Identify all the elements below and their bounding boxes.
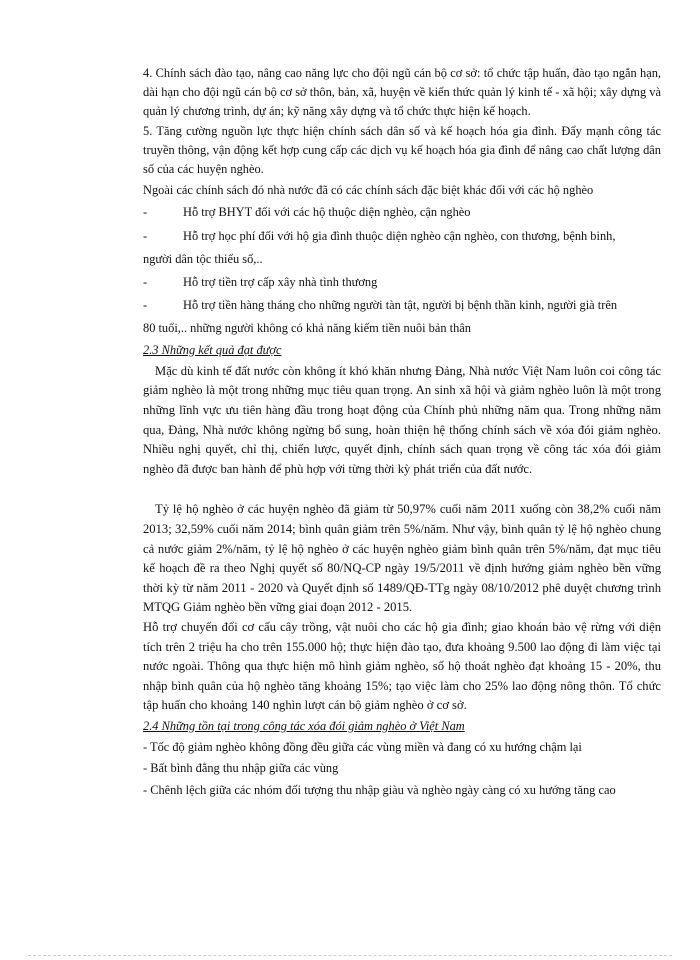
- issue-item: - Bất bình đẳng thu nhập giữa các vùng: [143, 761, 339, 776]
- special-policies-intro: Ngoài các chính sách đó nhà nước đã có các chính sách đặc biệt khác đối với các hộ nghèo: [143, 183, 594, 198]
- section-heading-2-3: 2.3 Những kết quả đạt được: [143, 342, 282, 357]
- policy-paragraph-5: 5. Tăng cường nguồn lực thực hiện chính sách dân số và kế hoạch hóa gia đình. Đẩy mạnh công tác truyền thông, vận động kết hợp cung cấp các dịch vụ kế hoạch hóa gia đình để nâng cao chất lượng dân số của các huyện nghèo.: [143, 123, 661, 177]
- special-policies-list: [143, 203, 661, 338]
- list-item: [143, 203, 661, 222]
- bullet-dash: -: [143, 205, 148, 220]
- policy-paragraph-4: 4. Chính sách đào tạo, nâng cao năng lực cho đội ngũ cán bộ cơ sở: tổ chức tập huấn, đào tạo ngắn hạn, dài hạn cho đội ngũ cán bộ cơ sở thôn, bản, xã, huyện về kiến thức quản lý kinh tế - xã hội; xây dựng và quản lý chương trình, dự án; kỹ năng xây dựng và tổ chức thực hiện kế hoạch.: [143, 66, 661, 119]
- issue-item: - Tốc độ giảm nghèo không đồng đều giữa các vùng miền và đang có xu hướng chậm lại: [143, 740, 582, 755]
- list-item: [143, 227, 661, 246]
- page-bottom-divider: [28, 955, 672, 956]
- list-item-text: Hỗ trợ tiền trợ cấp xây nhà tình thương: [183, 275, 378, 290]
- list-item: [143, 273, 661, 292]
- section-heading-2-4: 2.4 Những tồn tại trong công tác xóa đói giảm nghèo ở Việt Nam: [143, 718, 465, 733]
- crop-support-paragraph: Hỗ trợ chuyển đổi cơ cấu cây trồng, vật nuôi cho các hộ gia đình; giao khoán bảo vệ rừng với diện tích trên 2 triệu ha cho trên 155.000 hộ; thực hiện đào tạo, đưa khoảng 9.500 lao động đi làm việc tại nước ngoài. Thông qua thực hiện mô hình giảm nghèo, số hộ thoát nghèo đạt khoảng 15 - 20%, thu nhập bình quân của hộ nghèo tăng khoảng 15%; tạo việc làm cho 25% lao động nông thôn. Tổ chức tập huấn cho khoảng 140 nghìn lượt cán bộ giảm nghèo ở cơ sở.: [143, 619, 661, 713]
- list-item-text: Hỗ trợ tiền hàng tháng cho những người tàn tật, người bị bệnh thần kinh, người già trên: [183, 298, 618, 313]
- poverty-rate-paragraph: Tỷ lệ hộ nghèo ở các huyện nghèo đã giảm từ 50,97% cuối năm 2011 xuống còn 38,2% cuối năm 2013; 32,59% cuối năm 2014; bình quân giảm trên 5%/năm. Như vậy, bình quân tỷ lệ hộ nghèo chung cả nước giảm 2%/năm, tỷ lệ hộ nghèo ở các huyện nghèo giảm bình quân trên 5%/năm, đạt mục tiêu kế hoạch đề ra theo Nghị quyết số 80/NQ-CP ngày 19/5/2011 về định hướng giảm nghèo bền vững thời kỳ từ năm 2011 - 2020 và Quyết định số 1489/QĐ-TTg ngày 08/10/2012 phê duyệt chương trình MTQG Giảm nghèo bền vững giai đoạn 2012 - 2015.: [143, 502, 661, 615]
- bullet-dash: -: [143, 228, 148, 243]
- issues-list: [143, 738, 661, 800]
- list-item-continuation: người dân tộc thiểu số,..: [143, 251, 263, 266]
- paragraph-gap: [143, 479, 661, 500]
- list-item-continuation: 80 tuổi,.. những người không có khả năng kiếm tiền nuôi bản thân: [143, 321, 471, 336]
- list-item-text: Hỗ trợ học phí đối với hộ gia đình thuộc diện nghèo cận nghèo, con thương, bệnh binh,: [183, 228, 616, 243]
- issue-item: - Chênh lệch giữa các nhóm đối tượng thu nhập giàu và nghèo ngày càng có xu hướng tăng cao: [143, 782, 616, 797]
- list-item: [143, 296, 661, 315]
- bullet-dash: -: [143, 298, 148, 313]
- document-body: [143, 64, 661, 800]
- results-paragraph: Mặc dù kinh tế đất nước còn không ít khó khăn nhưng Đảng, Nhà nước Việt Nam luôn coi công tác giảm nghèo là một trong những mục tiêu quan trọng. An sinh xã hội và giảm nghèo luôn là một trong những lĩnh vực ưu tiên hàng đầu trong hoạt động của Chính phủ những năm qua. Trong những năm qua, Đảng, Nhà nước không ngừng bổ sung, hoàn thiện hệ thống chính sách về xóa đói giảm nghèo. Nhiều nghị quyết, chỉ thị, chiến lược, quyết định, chính sách quan trọng về công tác xóa đói giảm nghèo đã được ban hành để phù hợp với từng thời kỳ phát triển của đất nước.: [143, 363, 661, 476]
- list-item-text: Hỗ trợ BHYT đối với các hộ thuộc diện nghèo, cận nghèo: [183, 205, 471, 220]
- bullet-dash: -: [143, 275, 148, 290]
